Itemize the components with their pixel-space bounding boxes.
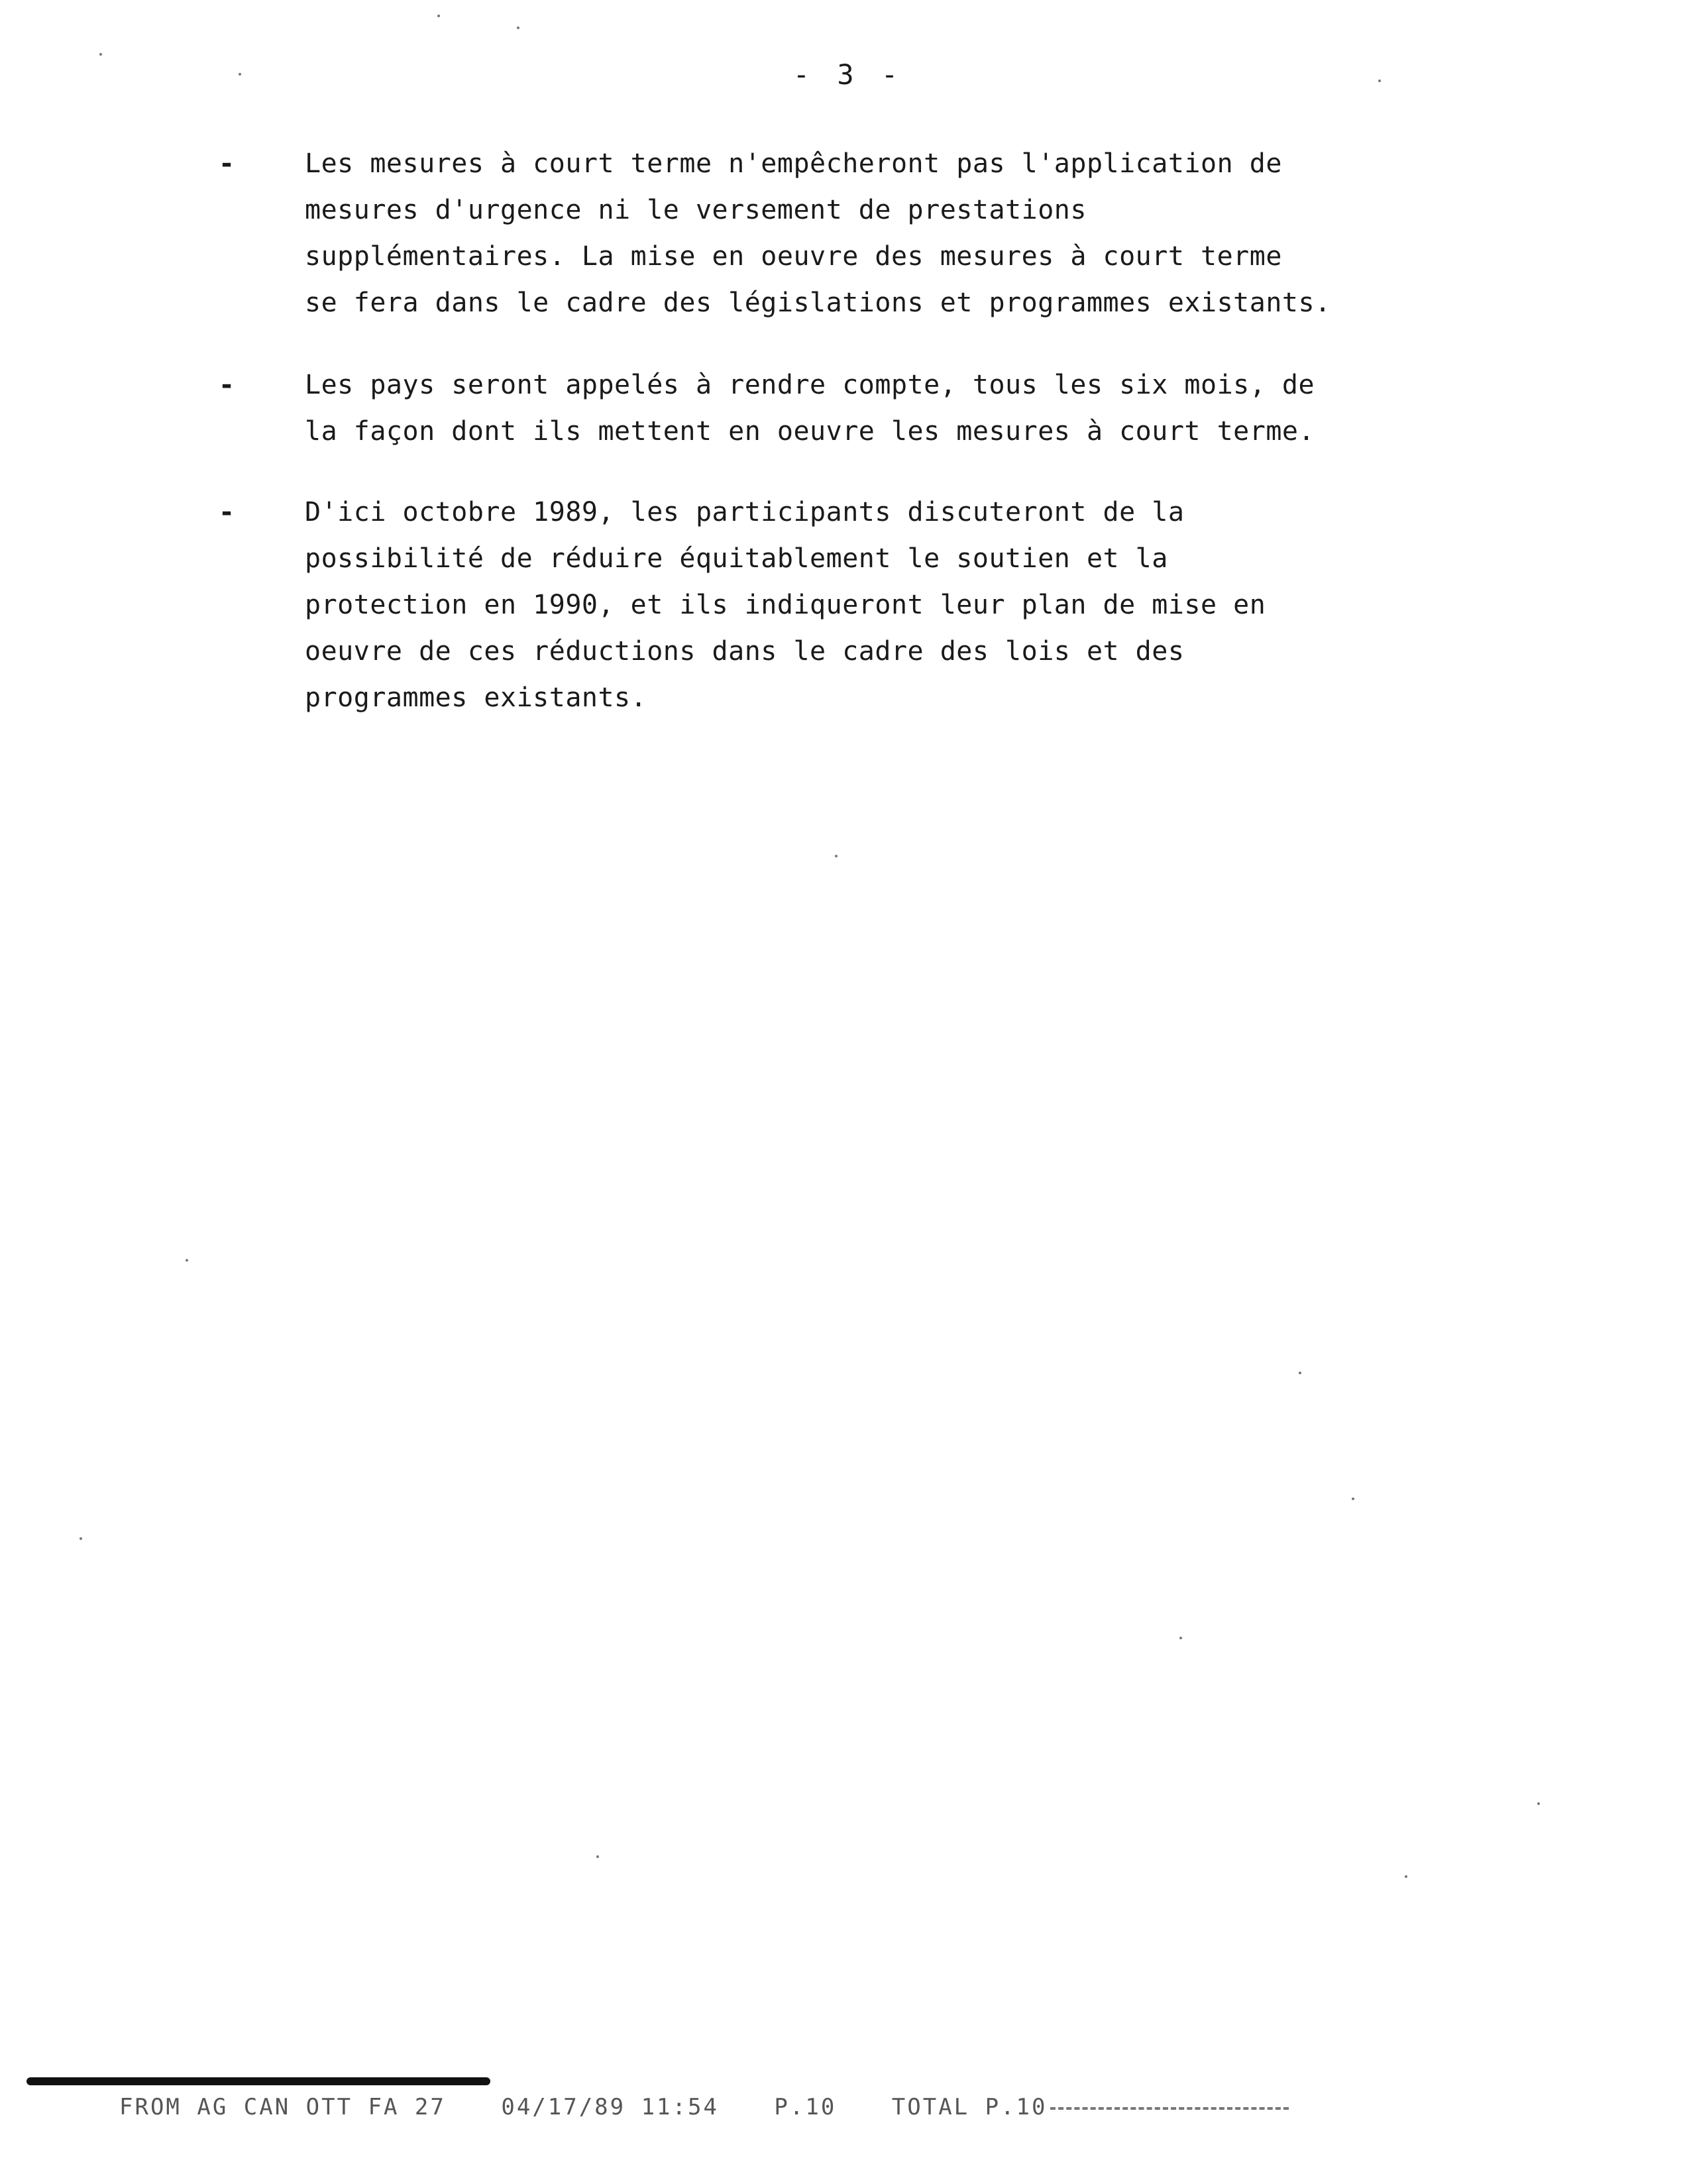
scan-speck [1299, 1372, 1301, 1374]
fax-footer [119, 2094, 1329, 2120]
fax-header-bar [27, 2077, 490, 2085]
bullet-line: Les mesures à court terme n'empêcheront pas l'application de [305, 148, 1282, 179]
bullet-line: la façon dont ils mettent en oeuvre les mesures à court terme. [305, 416, 1315, 447]
bullet-line: protection en 1990, et ils indiqueront leur plan de mise en [305, 590, 1266, 620]
bullet-item [219, 362, 1557, 455]
fax-dotted-line [1050, 2107, 1289, 2110]
bullet-line: possibilité de réduire équitablement le soutien et la [305, 543, 1168, 574]
scan-speck [1537, 1802, 1540, 1805]
bullet-item [219, 489, 1557, 721]
bullet-line: oeuvre de ces réductions dans le cadre des lois et des [305, 636, 1185, 667]
scan-speck [1179, 1637, 1182, 1639]
scan-speck [835, 855, 838, 857]
scan-speck [239, 73, 241, 76]
scan-speck [99, 53, 102, 56]
scan-speck [596, 1855, 599, 1858]
scan-speck [186, 1259, 188, 1262]
page-number: - 3 - [792, 58, 904, 91]
fax-from: FROM AG CAN OTT FA 27 [119, 2094, 446, 2120]
scan-speck [437, 15, 440, 17]
bullet-line: programmes existants. [305, 682, 647, 713]
bullet-dash: - [219, 497, 235, 527]
bullet-line: supplémentaires. La mise en oeuvre des mesures à court terme [305, 241, 1282, 272]
scan-speck [1378, 80, 1381, 82]
fax-datetime: 04/17/89 11:54 [501, 2094, 719, 2120]
scan-speck [80, 1537, 82, 1540]
scan-speck [517, 27, 519, 29]
bullet-line: mesures d'urgence ni le versement de prestations [305, 195, 1087, 225]
bullet-line: Les pays seront appelés à rendre compte, tous les six mois, de [305, 370, 1315, 400]
fax-total: TOTAL P.10 [891, 2094, 1048, 2120]
bullet-line: D'ici octobre 1989, les participants discuteront de la [305, 497, 1185, 527]
bullet-dash: - [219, 148, 235, 179]
bullet-line: se fera dans le cadre des législations et programmes existants. [305, 288, 1331, 318]
bullet-list [219, 140, 1557, 738]
scan-speck [1405, 1875, 1407, 1878]
bullet-item [219, 140, 1557, 326]
scan-speck [1352, 1498, 1354, 1500]
fax-page: P.10 [774, 2094, 837, 2120]
bullet-dash: - [219, 370, 235, 400]
